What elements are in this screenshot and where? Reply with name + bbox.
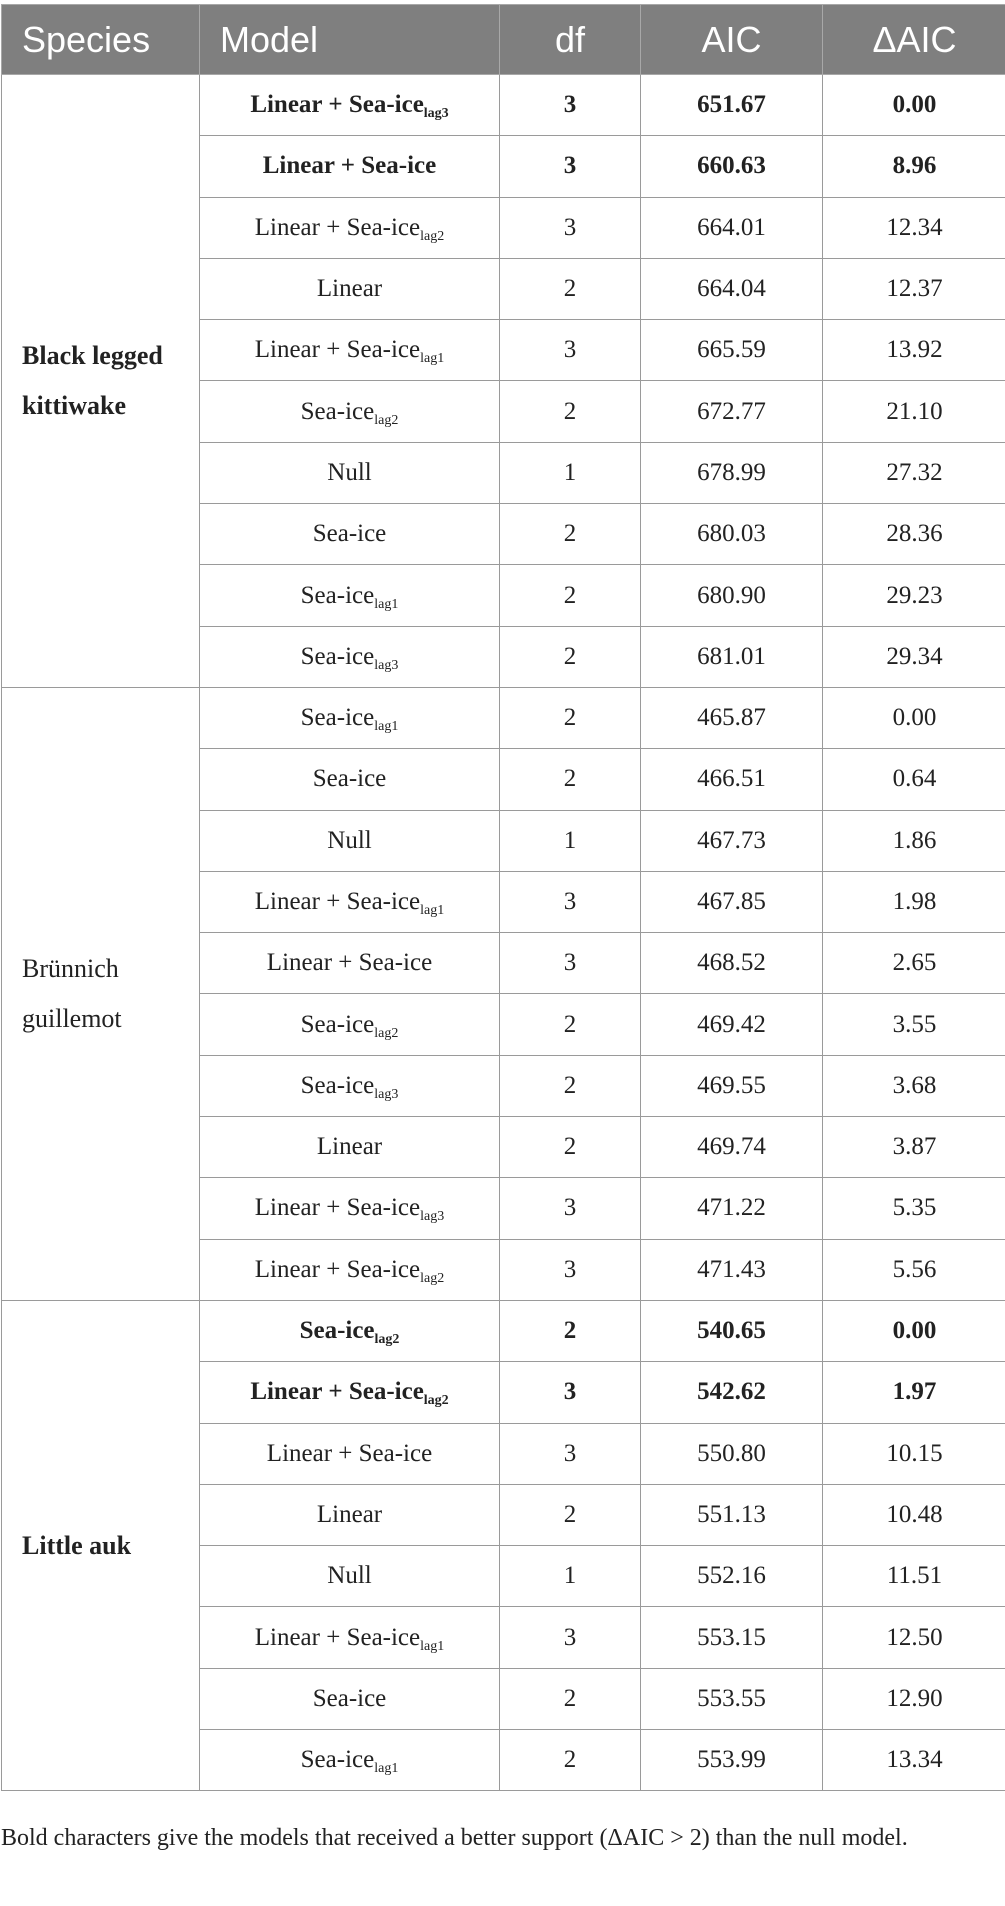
model-name: Linear + Sea-ice xyxy=(266,949,433,977)
delta-aic-cell: 3.55 xyxy=(823,994,1005,1055)
df-cell: 3 xyxy=(500,1362,641,1423)
model-cell xyxy=(200,75,500,136)
species-cell xyxy=(2,75,200,688)
model-name: Linear + Sea-ice xyxy=(254,1255,421,1283)
df-cell: 3 xyxy=(500,197,641,258)
model-cell xyxy=(200,381,500,442)
model-lag-subscript: lag3 xyxy=(420,1209,445,1225)
aic-cell: 471.43 xyxy=(641,1239,823,1300)
aic-cell: 466.51 xyxy=(641,749,823,810)
model-name: Sea-ice xyxy=(300,1071,375,1099)
model-name: Null xyxy=(327,826,372,854)
species-name-line: kittiwake xyxy=(22,390,126,420)
model-lag-subscript: lag1 xyxy=(420,351,445,367)
aic-cell: 660.63 xyxy=(641,136,823,197)
model-lag-subscript: lag1 xyxy=(374,596,399,612)
table-row xyxy=(2,75,1005,136)
model-cell xyxy=(200,1178,500,1239)
model-cell xyxy=(200,1239,500,1300)
df-cell: 2 xyxy=(500,1055,641,1116)
model-name: Sea-ice xyxy=(300,704,375,732)
aic-model-table xyxy=(1,4,1005,1791)
model-lag-subscript: lag2 xyxy=(374,1332,400,1348)
model-lag-subscript: lag2 xyxy=(423,1393,449,1409)
df-cell: 3 xyxy=(500,1607,641,1668)
df-cell: 3 xyxy=(500,136,641,197)
df-cell: 1 xyxy=(500,442,641,503)
model-cell xyxy=(200,565,500,626)
model-cell xyxy=(200,320,500,381)
species-name-line: Black legged xyxy=(22,340,163,370)
header-row xyxy=(2,5,1005,75)
df-cell: 1 xyxy=(500,810,641,871)
table-row xyxy=(2,687,1005,748)
model-name: Sea-ice xyxy=(299,1317,375,1345)
aic-cell: 664.01 xyxy=(641,197,823,258)
model-lag-subscript: lag2 xyxy=(420,228,445,244)
model-cell xyxy=(200,687,500,748)
df-cell: 3 xyxy=(500,320,641,381)
model-name: Sea-ice xyxy=(312,765,387,793)
aic-cell: 672.77 xyxy=(641,381,823,442)
species-name-line: Brünnich xyxy=(22,953,119,983)
aic-cell: 540.65 xyxy=(641,1300,823,1361)
df-cell: 3 xyxy=(500,933,641,994)
delta-aic-cell: 0.64 xyxy=(823,749,1005,810)
df-cell: 2 xyxy=(500,1300,641,1361)
aic-cell: 467.85 xyxy=(641,871,823,932)
aic-cell: 553.55 xyxy=(641,1668,823,1729)
aic-cell: 471.22 xyxy=(641,1178,823,1239)
model-name: Linear xyxy=(316,1500,383,1528)
delta-aic-cell: 1.86 xyxy=(823,810,1005,871)
model-cell xyxy=(200,1300,500,1361)
delta-aic-cell: 0.00 xyxy=(823,75,1005,136)
model-name: Linear + Sea-ice xyxy=(262,152,437,180)
header-df: df xyxy=(500,5,641,75)
delta-aic-cell: 10.48 xyxy=(823,1484,1005,1545)
species-cell xyxy=(2,1300,200,1790)
species-name-line: Little auk xyxy=(22,1530,132,1560)
aic-cell: 469.42 xyxy=(641,994,823,1055)
delta-aic-cell: 10.15 xyxy=(823,1423,1005,1484)
model-name: Linear xyxy=(316,275,383,303)
df-cell: 2 xyxy=(500,1117,641,1178)
header-model: Model xyxy=(200,5,500,75)
df-cell: 2 xyxy=(500,381,641,442)
model-lag-subscript: lag1 xyxy=(420,1638,445,1654)
delta-aic-cell: 3.68 xyxy=(823,1055,1005,1116)
model-cell xyxy=(200,933,500,994)
model-lag-subscript: lag2 xyxy=(420,1270,445,1286)
header-aic: AIC xyxy=(641,5,823,75)
delta-aic-cell: 12.90 xyxy=(823,1668,1005,1729)
delta-aic-cell: 1.98 xyxy=(823,871,1005,932)
delta-aic-cell: 1.97 xyxy=(823,1362,1005,1423)
model-lag-subscript: lag3 xyxy=(423,106,449,122)
aic-cell: 664.04 xyxy=(641,258,823,319)
df-cell: 2 xyxy=(500,1668,641,1729)
model-cell xyxy=(200,442,500,503)
model-name: Sea-ice xyxy=(300,642,375,670)
model-cell xyxy=(200,504,500,565)
model-cell xyxy=(200,1117,500,1178)
aic-cell: 553.99 xyxy=(641,1730,823,1791)
model-cell xyxy=(200,1055,500,1116)
model-cell xyxy=(200,258,500,319)
delta-aic-cell: 5.35 xyxy=(823,1178,1005,1239)
model-name: Linear xyxy=(316,1133,383,1161)
aic-cell: 552.16 xyxy=(641,1546,823,1607)
df-cell: 2 xyxy=(500,258,641,319)
aic-cell: 551.13 xyxy=(641,1484,823,1545)
delta-aic-cell: 3.87 xyxy=(823,1117,1005,1178)
aic-cell: 680.03 xyxy=(641,504,823,565)
model-lag-subscript: lag3 xyxy=(374,657,399,673)
aic-cell: 465.87 xyxy=(641,687,823,748)
df-cell: 1 xyxy=(500,1546,641,1607)
delta-aic-cell: 29.23 xyxy=(823,565,1005,626)
aic-cell: 665.59 xyxy=(641,320,823,381)
model-name: Linear + Sea-ice xyxy=(254,1623,421,1651)
aic-cell: 469.74 xyxy=(641,1117,823,1178)
df-cell: 3 xyxy=(500,1178,641,1239)
model-cell xyxy=(200,1607,500,1668)
df-cell: 2 xyxy=(500,994,641,1055)
df-cell: 2 xyxy=(500,1730,641,1791)
df-cell: 2 xyxy=(500,687,641,748)
df-cell: 3 xyxy=(500,75,641,136)
delta-aic-cell: 8.96 xyxy=(823,136,1005,197)
model-cell xyxy=(200,1730,500,1791)
model-lag-subscript: lag2 xyxy=(374,412,399,428)
model-name: Sea-ice xyxy=(300,1746,375,1774)
species-cell xyxy=(2,687,200,1300)
model-cell xyxy=(200,749,500,810)
delta-aic-cell: 27.32 xyxy=(823,442,1005,503)
model-cell xyxy=(200,810,500,871)
df-cell: 2 xyxy=(500,1484,641,1545)
delta-aic-cell: 13.92 xyxy=(823,320,1005,381)
model-lag-subscript: lag1 xyxy=(374,719,399,735)
delta-aic-cell: 0.00 xyxy=(823,1300,1005,1361)
aic-cell: 469.55 xyxy=(641,1055,823,1116)
model-name: Sea-ice xyxy=(300,581,375,609)
df-cell: 3 xyxy=(500,1423,641,1484)
df-cell: 3 xyxy=(500,871,641,932)
df-cell: 2 xyxy=(500,504,641,565)
table-footnote: Bold characters give the models that received a better support (ΔAIC > 2) than the null model. xyxy=(1,1825,908,1851)
aic-cell: 467.73 xyxy=(641,810,823,871)
model-cell xyxy=(200,626,500,687)
table-header xyxy=(2,5,1005,75)
aic-cell: 553.15 xyxy=(641,1607,823,1668)
model-lag-subscript: lag2 xyxy=(374,1025,399,1041)
df-cell: 3 xyxy=(500,1239,641,1300)
delta-aic-cell: 29.34 xyxy=(823,626,1005,687)
model-lag-subscript: lag1 xyxy=(420,903,445,918)
delta-aic-cell: 21.10 xyxy=(823,381,1005,442)
model-cell xyxy=(200,1484,500,1545)
aic-cell: 678.99 xyxy=(641,442,823,503)
delta-aic-cell: 11.51 xyxy=(823,1546,1005,1607)
model-name: Sea-ice xyxy=(300,397,375,425)
delta-aic-cell: 28.36 xyxy=(823,504,1005,565)
table-row xyxy=(2,1300,1005,1361)
model-name: Linear + Sea-ice xyxy=(266,1439,433,1467)
aic-cell: 651.67 xyxy=(641,75,823,136)
delta-aic-cell: 5.56 xyxy=(823,1239,1005,1300)
delta-aic-cell: 12.34 xyxy=(823,197,1005,258)
delta-aic-cell: 12.50 xyxy=(823,1607,1005,1668)
model-cell xyxy=(200,871,500,932)
delta-aic-cell: 2.65 xyxy=(823,933,1005,994)
model-name: Null xyxy=(327,458,372,486)
header-species: Species xyxy=(2,5,200,75)
df-cell: 2 xyxy=(500,626,641,687)
model-cell xyxy=(200,994,500,1055)
model-lag-subscript: lag1 xyxy=(374,1761,399,1777)
species-name-line: guillemot xyxy=(22,1003,122,1033)
model-name: Linear + Sea-ice xyxy=(254,213,421,241)
model-name: Linear + Sea-ice xyxy=(254,336,421,364)
header-delta-aic: ΔAIC xyxy=(823,5,1005,75)
aic-cell: 468.52 xyxy=(641,933,823,994)
aic-cell: 680.90 xyxy=(641,565,823,626)
model-name: Linear + Sea-ice xyxy=(250,91,424,119)
aic-cell: 550.80 xyxy=(641,1423,823,1484)
model-cell xyxy=(200,1668,500,1729)
model-name: Linear + Sea-ice xyxy=(254,1194,421,1222)
table-body xyxy=(2,75,1005,1791)
delta-aic-cell: 13.34 xyxy=(823,1730,1005,1791)
df-cell: 2 xyxy=(500,565,641,626)
model-name: Linear + Sea-ice xyxy=(250,1378,424,1406)
df-cell: 2 xyxy=(500,749,641,810)
model-name: Sea-ice xyxy=(300,1010,375,1038)
model-cell xyxy=(200,197,500,258)
model-name: Sea-ice xyxy=(312,1684,387,1712)
model-cell xyxy=(200,136,500,197)
aic-cell: 542.62 xyxy=(641,1362,823,1423)
delta-aic-cell: 12.37 xyxy=(823,258,1005,319)
model-cell xyxy=(200,1546,500,1607)
delta-aic-cell: 0.00 xyxy=(823,687,1005,748)
model-cell xyxy=(200,1423,500,1484)
model-name: Sea-ice xyxy=(312,520,387,548)
model-name: Linear + Sea-ice xyxy=(254,888,421,915)
model-cell xyxy=(200,1362,500,1423)
aic-cell: 681.01 xyxy=(641,626,823,687)
model-name: Null xyxy=(327,1562,372,1590)
model-lag-subscript: lag3 xyxy=(374,1086,399,1102)
